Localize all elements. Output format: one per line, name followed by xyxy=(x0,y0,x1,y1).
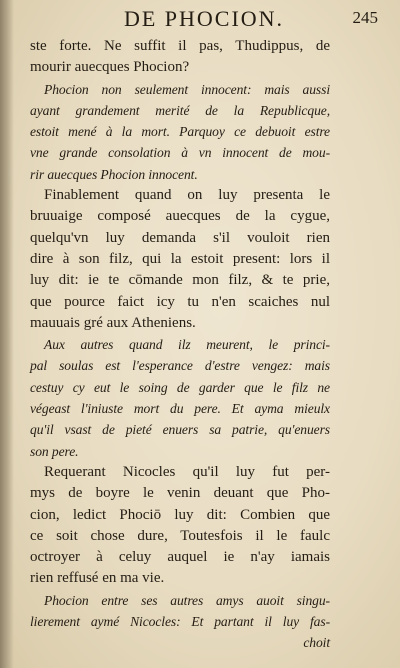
text-line: dire à son filz, qui la estoit present: lors il xyxy=(30,250,330,267)
text-line: ayant grandement merité de la Republicque, xyxy=(30,102,330,118)
text-line: cestuy cy eut le soing de garder que le filz ne xyxy=(30,379,330,395)
text-line: pal soulas est l'esperance d'estre vengez: mais xyxy=(30,358,330,374)
text-line: mauuais gré aux Atheniens. xyxy=(30,314,196,331)
text-line: luy dit: ie te cōmande mon filz, & te prie, xyxy=(30,272,330,289)
text-line: vne grande consolation à vn innocent de mou- xyxy=(30,145,330,161)
running-title: DE PHOCION. xyxy=(123,6,285,31)
text-line: que pource faict icy tu n'en scaiches nul xyxy=(30,293,330,310)
text-line: estoit mené à la mort. Parquoy ce debuoit estre xyxy=(30,124,330,140)
text-line: mourir auecques Phocion? xyxy=(30,59,190,76)
text-line: cion, ledict Phociō luy dit: Combien que xyxy=(30,506,330,523)
body-text xyxy=(30,36,330,654)
text-line: Phocion entre ses autres amys auoit singu- xyxy=(44,592,330,608)
text-line: ste forte. Ne suffit il pas, Thudippus, de xyxy=(30,38,330,54)
text-line: ce soit chose dure, Toutesfois il le faulc xyxy=(30,527,330,544)
text-line: mys de boyre le venin deuant que Pho- xyxy=(30,485,330,502)
page-header xyxy=(30,6,378,34)
text-line: Phocion non seulement innocent: mais aussi xyxy=(44,81,330,97)
text-line: Finablement quand on luy presenta le xyxy=(44,187,330,204)
text-line: qu'il vsast de pieté enuers sa patrie, qu'enuers xyxy=(30,422,330,438)
text-line: rir auecques Phocion innocent. xyxy=(30,166,198,182)
text-line: végeast l'iniuste mort du pere. Et ayma mieulx xyxy=(30,401,330,417)
text-line: Aux autres quand ilz meurent, le princi- xyxy=(44,337,330,353)
page-gutter-shadow xyxy=(0,0,14,668)
text-line: choit xyxy=(303,635,330,651)
text-line: octroyer à celuy auquel ie n'ay iamais xyxy=(30,549,330,566)
page-number: 245 xyxy=(352,8,378,27)
text-line: Requerant Nicocles qu'il luy fut per- xyxy=(44,463,330,480)
text-line: rien reffusé en ma vie. xyxy=(30,570,165,587)
text-line: lierement aymé Nicocles: Et partant il luy fas- xyxy=(30,614,330,630)
text-line: quelqu'vn luy demanda s'il vouloit rien xyxy=(30,229,330,246)
text-line: bruuaige composé auecques de la cygue, xyxy=(30,208,330,225)
text-line: son pere. xyxy=(30,443,79,459)
